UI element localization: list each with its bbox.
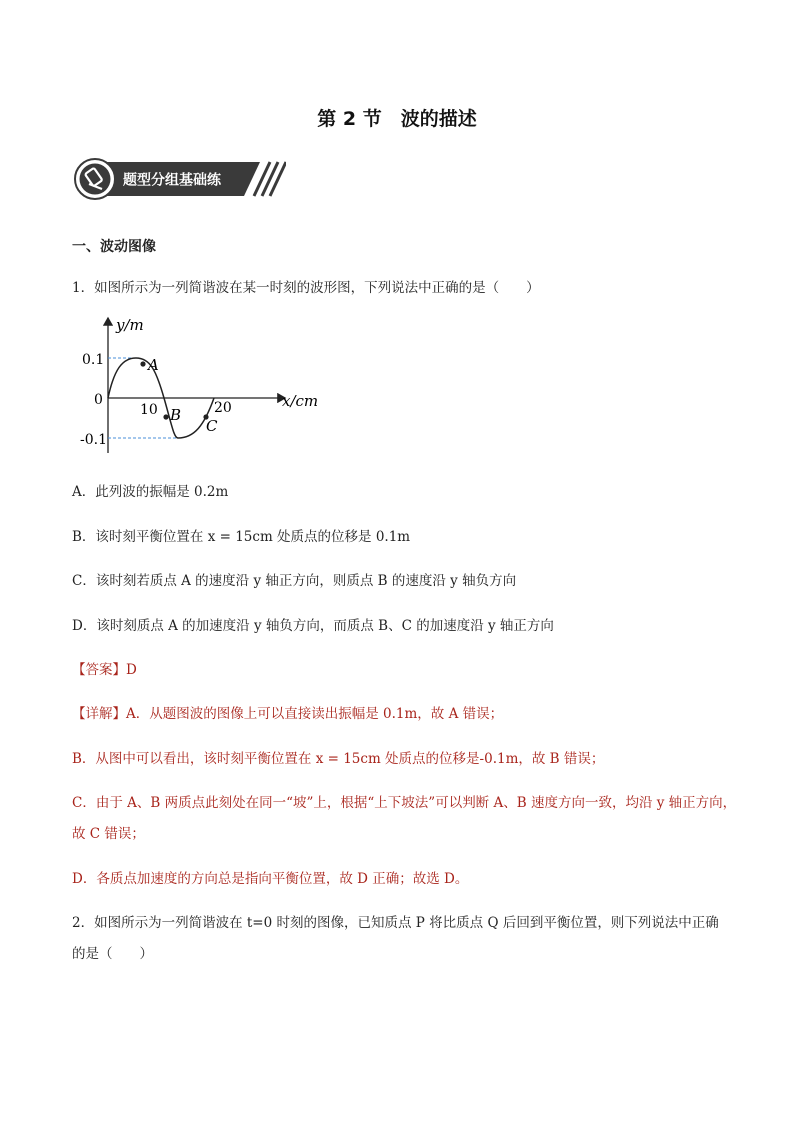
explanation-c-line1: C．由于 A、B 两质点此刻处在同一“坡”上，根据“上下坡法”可以判断 A、B 速度方向一致，均沿 y 轴正方向， — [72, 795, 737, 811]
point-b-label: B — [170, 406, 182, 424]
y-tick-top: 0.1 — [82, 352, 105, 368]
explanation-b: B．从图中可以看出，该时刻平衡位置在 x = 15cm 处质点的位移是-0.1m，故 B 错误； — [72, 751, 605, 767]
x-tick-20: 20 — [214, 400, 232, 416]
x-tick-10: 10 — [140, 402, 158, 418]
option-a: A．此列波的振幅是 0.2m — [72, 484, 229, 500]
explanation-d: D．各质点加速度的方向总是指向平衡位置，故 D 正确；故选 D。 — [72, 871, 469, 887]
option-d: D．该时刻质点 A 的加速度沿 y 轴负方向，而质点 B、C 的加速度沿 y 轴正方向 — [72, 618, 554, 634]
point-a-marker — [140, 361, 145, 366]
point-c-label: C — [206, 417, 218, 435]
question-2-stem-line2: 的是（ ） — [72, 946, 153, 962]
answer: 【答案】D — [72, 662, 137, 678]
point-a-label: A — [148, 356, 159, 374]
question-1-stem: 1．如图所示为一列简谐波在某一时刻的波形图，下列说法中正确的是（ ） — [72, 280, 540, 296]
origin-label: 0 — [94, 392, 103, 408]
x-axis-label: x/cm — [282, 392, 319, 410]
explanation-a: 【详解】A．从题图波的图像上可以直接读出振幅是 0.1m，故 A 错误； — [72, 706, 504, 722]
option-b: B．该时刻平衡位置在 x = 15cm 处质点的位移是 0.1m — [72, 529, 411, 545]
banner-label: 题型分组基础练 — [123, 172, 221, 189]
wave-graph — [80, 310, 340, 460]
explanation-c-line2: 故 C 错误； — [72, 826, 145, 842]
y-axis-label: y/m — [116, 316, 144, 334]
section-banner — [74, 158, 286, 200]
option-c: C．该时刻若质点 A 的速度沿 y 轴正方向，则质点 B 的速度沿 y 轴负方向 — [72, 573, 517, 589]
section-heading: 一、波动图像 — [72, 239, 156, 255]
page-title: 第 2 节 波的描述 — [317, 108, 477, 130]
point-b-marker — [163, 414, 168, 419]
y-tick-bottom: -0.1 — [80, 432, 107, 448]
question-2-stem-line1: 2．如图所示为一列简谐波在 t=0 时刻的图像，已知质点 P 将比质点 Q 后回到平衡位置，则下列说法中正确 — [72, 915, 719, 931]
